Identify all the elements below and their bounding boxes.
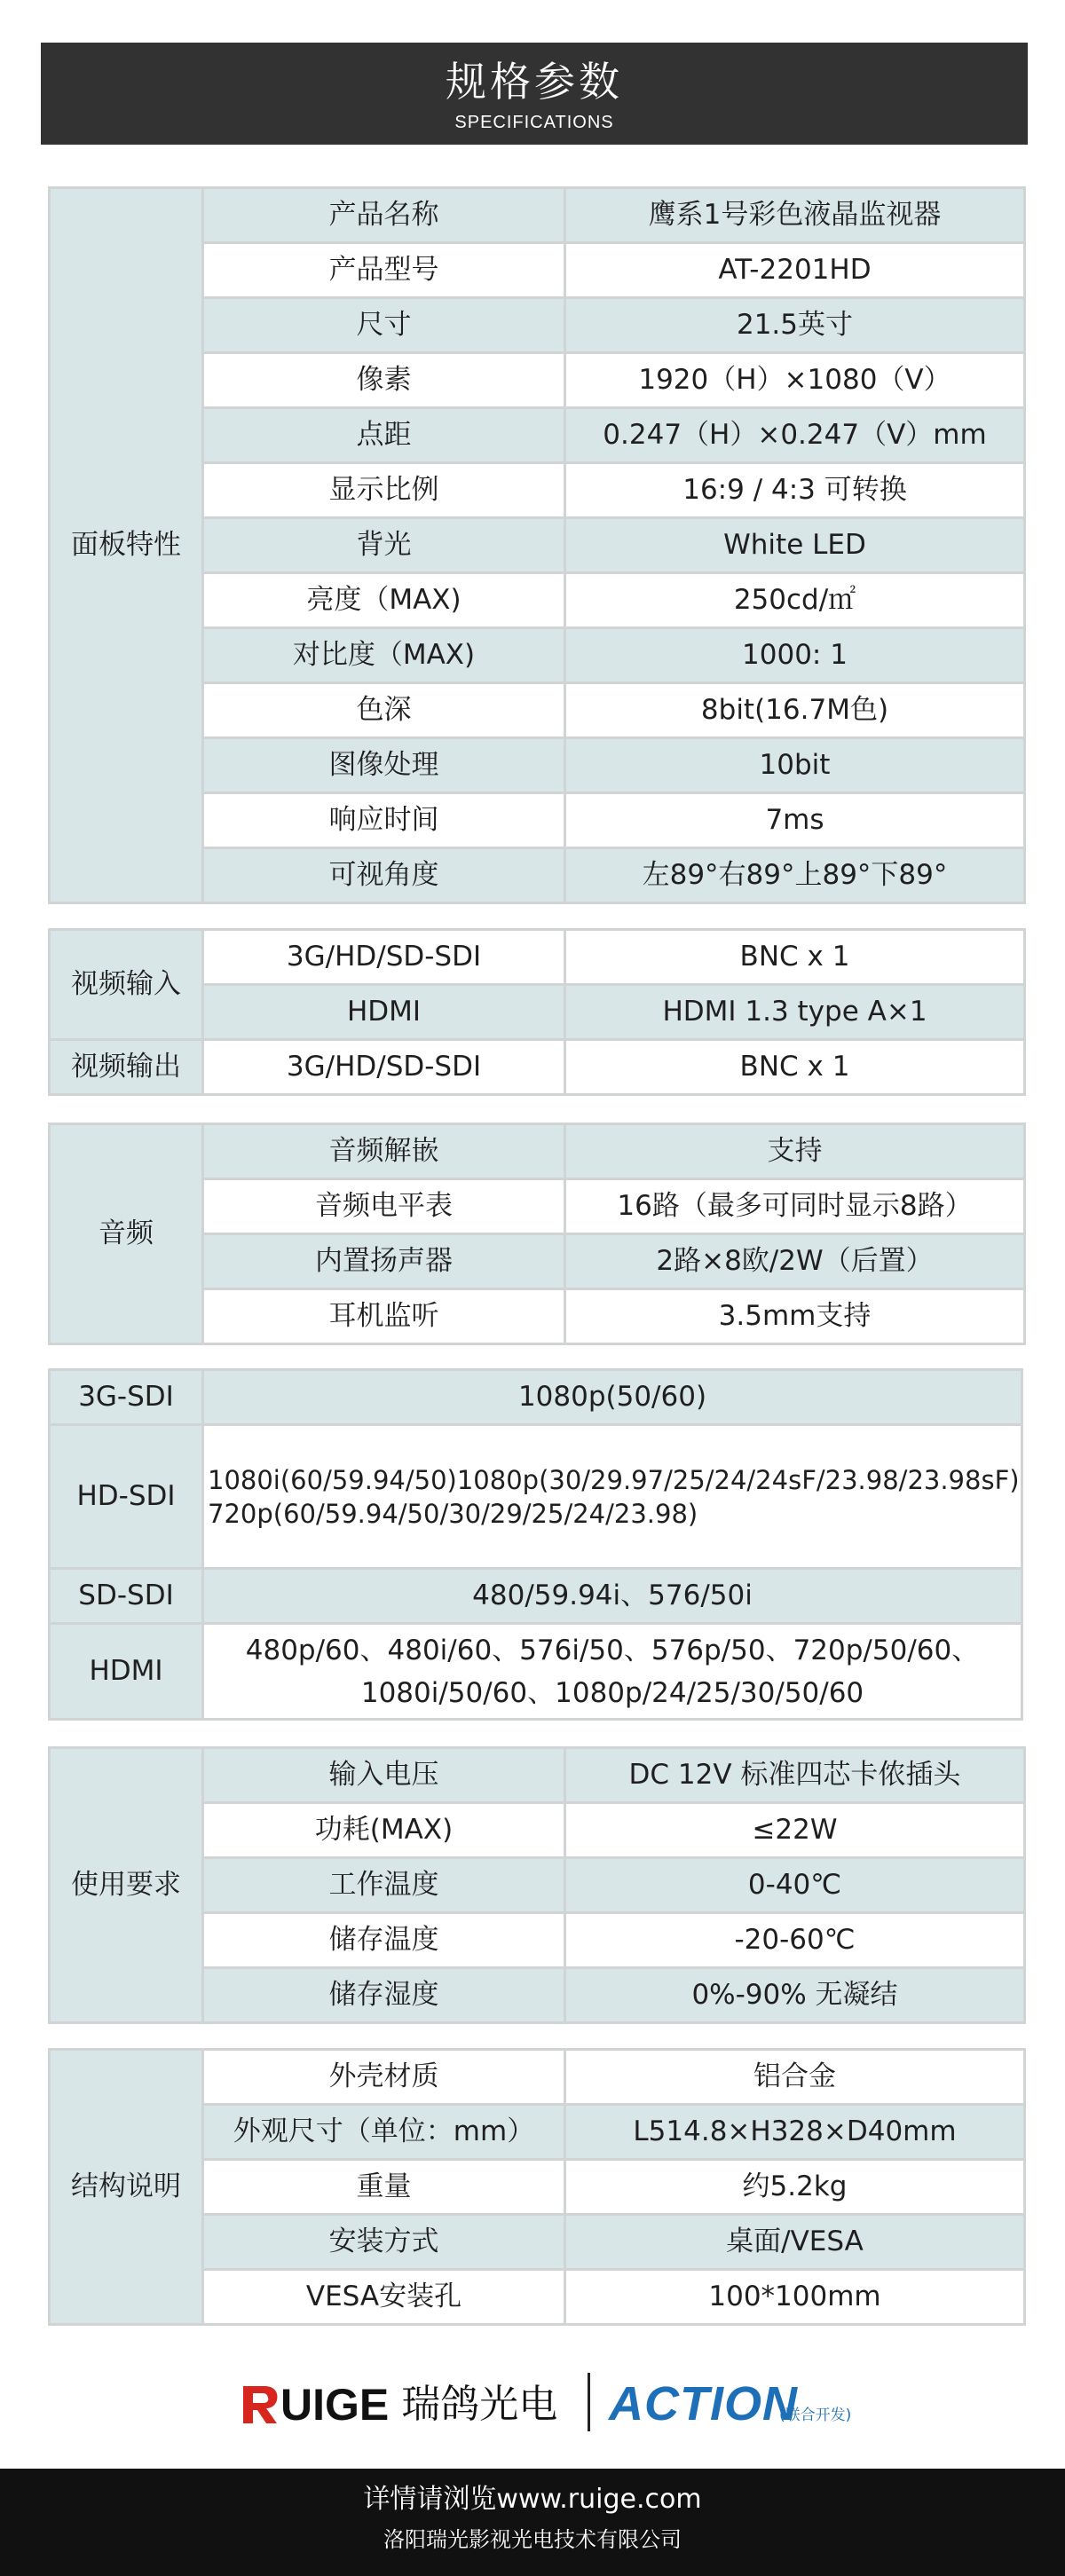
spec-value: 桌面/VESA — [565, 2215, 1025, 2270]
ruige-logo — [241, 2380, 557, 2430]
spec-label: 工作温度 — [203, 1858, 565, 1913]
spec-label: 储存湿度 — [203, 1968, 565, 2023]
spec-value: ≤22W — [565, 1803, 1025, 1858]
panel-specs-table — [48, 186, 1026, 904]
spec-label: 外壳材质 — [203, 2050, 565, 2105]
spec-label: 重量 — [203, 2160, 565, 2215]
table-row — [50, 1624, 1022, 1720]
table-row — [50, 1425, 1022, 1569]
spec-value: DC 12V 标准四芯卡侬插头 — [565, 1748, 1025, 1803]
format-line: 1080i/50/60、1080p/24/25/30/50/60 — [360, 1676, 864, 1709]
spec-label: 功耗(MAX) — [203, 1803, 565, 1858]
spec-label: 响应时间 — [203, 793, 565, 848]
spec-label: 音频电平表 — [203, 1179, 565, 1234]
table-row — [50, 1040, 1025, 1095]
formats-table — [48, 1368, 1023, 1721]
format-label: HD-SDI — [50, 1425, 203, 1569]
format-label: 3G-SDI — [50, 1370, 203, 1425]
spec-value: L514.8×H328×D40mm — [565, 2105, 1025, 2160]
ruige-wordmark: UIGE — [280, 2380, 390, 2430]
company-name: 洛阳瑞光影视光电技术有限公司 — [383, 2527, 682, 2552]
spec-label: 内置扬声器 — [203, 1234, 565, 1289]
spec-value: 21.5英寸 — [565, 298, 1025, 353]
spec-label: 产品型号 — [203, 243, 565, 298]
spec-value: 支持 — [565, 1124, 1025, 1179]
page-subtitle: SPECIFICATIONS — [454, 113, 614, 132]
format-value: 1080p(50/60) — [203, 1370, 1022, 1425]
spec-label: 点距 — [203, 408, 565, 463]
spec-value: 0%-90% 无凝结 — [565, 1968, 1025, 2023]
spec-label: 图像处理 — [203, 738, 565, 793]
table-row — [50, 2050, 1025, 2105]
brand-logos — [0, 2367, 1065, 2435]
spec-value: 2路×8欧/2W（后置） — [565, 1234, 1025, 1289]
spec-value: 0-40℃ — [565, 1858, 1025, 1913]
spec-value: 250cd/㎡ — [565, 573, 1025, 628]
spec-value: 0.247（H）×0.247（V）mm — [565, 408, 1025, 463]
spec-label: 音频解嵌 — [203, 1124, 565, 1179]
structure-specs-table — [48, 2048, 1026, 2326]
category-usage: 使用要求 — [50, 1748, 203, 2023]
format-line: 720p(60/59.94/50/30/29/25/24/23.98) — [208, 1498, 698, 1529]
spec-label: 3G/HD/SD-SDI — [203, 1040, 565, 1095]
spec-value: AT-2201HD — [565, 243, 1025, 298]
joint-development-note: (联合开发) — [779, 2407, 852, 2424]
spec-value: 铝合金 — [565, 2050, 1025, 2105]
spec-value: 约5.2kg — [565, 2160, 1025, 2215]
table-row — [50, 1370, 1022, 1425]
spec-value: HDMI 1.3 type A×1 — [565, 985, 1025, 1040]
spec-label: 储存温度 — [203, 1913, 565, 1968]
website-link[interactable]: 详情请浏览www.ruige.com — [363, 2484, 702, 2515]
spec-value: 16路（最多可同时显示8路） — [565, 1179, 1025, 1234]
spec-value: BNC x 1 — [565, 930, 1025, 985]
spec-value: 左89°右89°上89°下89° — [565, 848, 1025, 903]
table-row — [50, 1748, 1025, 1803]
spec-label: 背光 — [203, 518, 565, 573]
spec-value: 10bit — [565, 738, 1025, 793]
spec-value: 8bit(16.7M色) — [565, 683, 1025, 738]
table-row — [50, 188, 1025, 243]
format-line: 480p/60、480i/60、576i/50、576p/50、720p/50/60、 — [245, 1634, 980, 1666]
spec-value: -20-60℃ — [565, 1913, 1025, 1968]
spec-label: HDMI — [203, 985, 565, 1040]
format-value — [203, 1425, 1022, 1569]
spec-value: 7ms — [565, 793, 1025, 848]
logo-divider — [588, 2373, 590, 2431]
spec-label: 3G/HD/SD-SDI — [203, 930, 565, 985]
action-logo: ACTION — [609, 2377, 798, 2430]
format-label: SD-SDI — [50, 1569, 203, 1624]
spec-label: 显示比例 — [203, 463, 565, 518]
category-audio: 音频 — [50, 1124, 203, 1344]
usage-specs-table — [48, 1746, 1026, 2024]
category-panel: 面板特性 — [50, 188, 203, 903]
spec-value: 1920（H）×1080（V） — [565, 353, 1025, 408]
category-structure: 结构说明 — [50, 2050, 203, 2325]
format-value: 480/59.94i、576/50i — [203, 1569, 1022, 1624]
spec-label: 色深 — [203, 683, 565, 738]
ruige-chinese-name: 瑞鸽光电 — [401, 2382, 558, 2427]
page-title: 规格参数 — [446, 58, 623, 106]
table-row — [50, 1569, 1022, 1624]
table-row — [50, 930, 1025, 985]
spec-label: 输入电压 — [203, 1748, 565, 1803]
category-video-output: 视频输出 — [50, 1040, 203, 1095]
video-specs-table — [48, 928, 1026, 1096]
spec-value: BNC x 1 — [565, 1040, 1025, 1095]
spec-label: 安装方式 — [203, 2215, 565, 2270]
spec-label: 产品名称 — [203, 188, 565, 243]
category-video-input: 视频输入 — [50, 930, 203, 1040]
spec-label: 耳机监听 — [203, 1289, 565, 1344]
spec-label: 对比度（MAX) — [203, 628, 565, 683]
page-header — [41, 43, 1028, 145]
spec-label: 可视角度 — [203, 848, 565, 903]
spec-label: 亮度（MAX) — [203, 573, 565, 628]
format-line: 1080i(60/59.94/50)1080p(30/29.97/25/24/24sF/23.98/23.98sF) — [208, 1464, 1020, 1495]
audio-specs-table — [48, 1123, 1026, 1345]
spec-label: 像素 — [203, 353, 565, 408]
ruige-r-mark-icon — [241, 2383, 280, 2427]
spec-value: 100*100mm — [565, 2270, 1025, 2325]
spec-value: White LED — [565, 518, 1025, 573]
spec-value: 鹰系1号彩色液晶监视器 — [565, 188, 1025, 243]
table-row — [50, 1124, 1025, 1179]
format-value — [203, 1624, 1022, 1720]
page-footer — [0, 2469, 1065, 2576]
spec-value: 3.5mm支持 — [565, 1289, 1025, 1344]
spec-label: 尺寸 — [203, 298, 565, 353]
spec-value: 1000: 1 — [565, 628, 1025, 683]
spec-label: 外观尺寸（单位：mm） — [203, 2105, 565, 2160]
spec-label: VESA安装孔 — [203, 2270, 565, 2325]
format-label: HDMI — [50, 1624, 203, 1720]
spec-value: 16:9 / 4:3 可转换 — [565, 463, 1025, 518]
